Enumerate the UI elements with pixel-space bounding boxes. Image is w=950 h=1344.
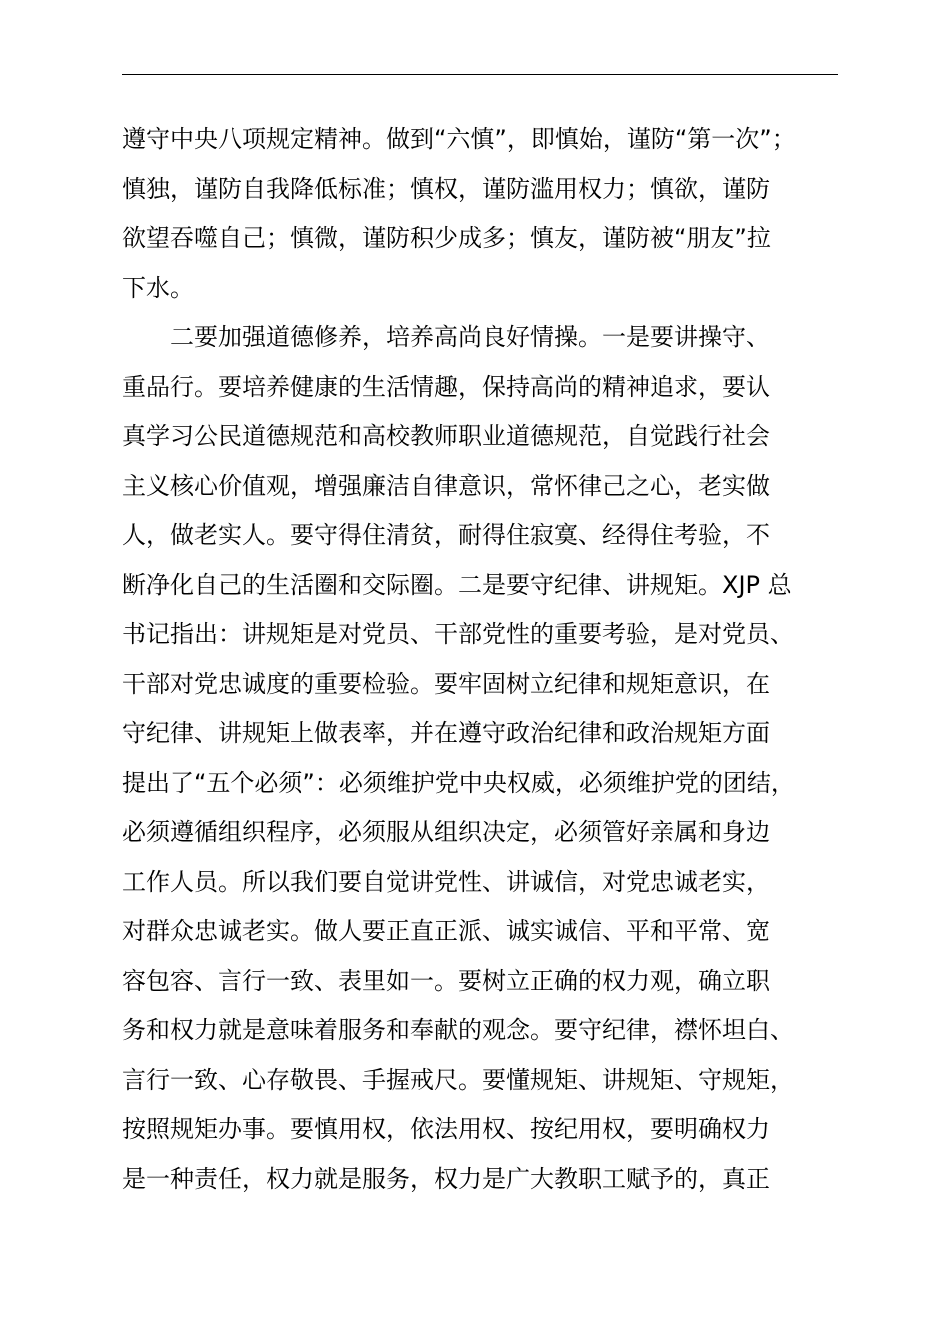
header-rule bbox=[122, 74, 838, 75]
text-line: 下水。 bbox=[122, 273, 194, 302]
text-line: 主义核心价值观，增强廉洁自律意识，常怀律己之心，老实做 bbox=[122, 471, 770, 500]
text-line: 提出了“五个必须”：必须维护党中央权威，必须维护党的团结， bbox=[122, 768, 795, 797]
text-line: 人，做老实人。要守得住清贫，耐得住寂寞、经得住考验，不 bbox=[122, 521, 770, 549]
text-line: 按照规矩办事。要慎用权，依法用权、按纪用权，要明确权力 bbox=[122, 1115, 770, 1143]
text-line: 欲望吞噬自己；慎微，谨防积少成多；慎友，谨防被“朋友”拉 bbox=[122, 224, 771, 252]
text-line: 慎独，谨防自我降低标准；慎权，谨防滥用权力；慎欲，谨防 bbox=[122, 174, 770, 203]
text-line: 言行一致、心存敬畏、手握戒尺。要懂规矩、讲规矩、守规矩， bbox=[122, 1065, 794, 1094]
text-line: 容包容、言行一致、表里如一。要树立正确的权力观，确立职 bbox=[122, 966, 770, 995]
text-line: 书记指出：讲规矩是对党员、干部党性的重要考验，是对党员、 bbox=[122, 620, 794, 648]
text-line: 断净化自己的生活圈和交际圈。二是要守纪律、讲规矩。XJP 总 bbox=[122, 570, 792, 599]
text-line: 守纪律、讲规矩上做表率，并在遵守政治纪律和政治规矩方面 bbox=[122, 719, 770, 747]
text-line: 遵守中央八项规定精神。做到“六慎”，即慎始，谨防“第一次”； bbox=[122, 125, 796, 153]
text-line: 二要加强道德修养，培养高尚良好情操。一是要讲操守、 bbox=[122, 323, 770, 351]
text-line: 对群众忠诚老实。做人要正直正派、诚实诚信、平和平常、宽 bbox=[122, 917, 770, 945]
body-text bbox=[122, 115, 862, 1204]
text-line: 工作人员。所以我们要自觉讲党性、讲诚信，对党忠诚老实， bbox=[122, 867, 770, 896]
text-line: 是一种责任，权力就是服务，权力是广大教职工赋予的，真正 bbox=[122, 1164, 770, 1193]
text-line: 必须遵循组织程序，必须服从组织决定，必须管好亲属和身边 bbox=[122, 818, 770, 846]
text-line: 务和权力就是意味着服务和奉献的观念。要守纪律，襟怀坦白、 bbox=[122, 1016, 794, 1044]
text-line: 重品行。要培养健康的生活情趣，保持高尚的精神追求，要认 bbox=[122, 372, 770, 401]
text-line: 干部对党忠诚度的重要检验。要牢固树立纪律和规矩意识，在 bbox=[122, 669, 770, 698]
text-line: 真学习公民道德规范和高校教师职业道德规范，自觉践行社会 bbox=[122, 422, 770, 450]
